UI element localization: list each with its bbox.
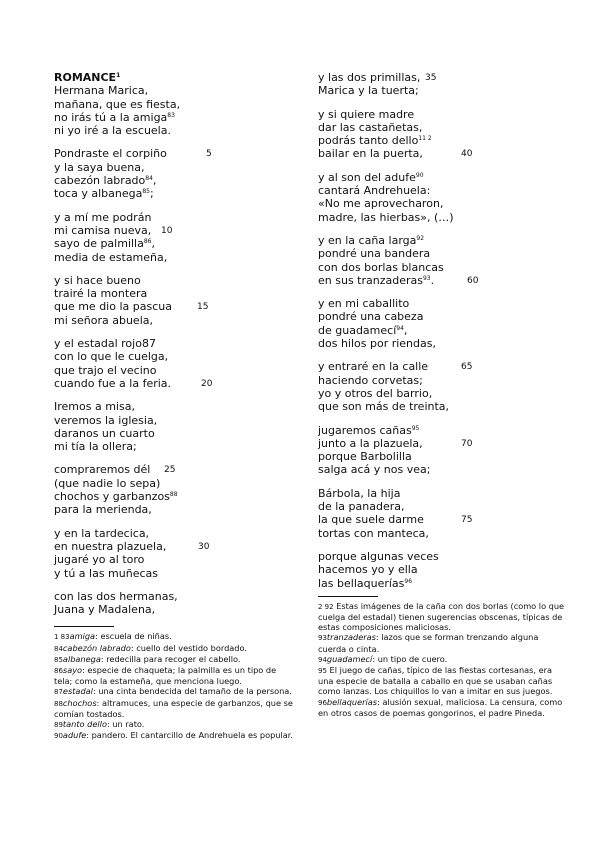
footnote-ref: 85: [142, 188, 150, 196]
verse-text: «No me aprovecharon,: [318, 197, 444, 211]
stanza: [54, 463, 294, 516]
footnote: [318, 601, 568, 633]
verse-line: [54, 350, 294, 363]
verse-text: cuando fue a la feria.: [54, 376, 172, 390]
verse-text: Hermana Marica,: [54, 84, 149, 98]
verse-line: [54, 503, 294, 516]
verse-line: [318, 108, 568, 121]
verse-text: y tú a las muñecas: [54, 566, 158, 580]
stanza: [318, 71, 568, 98]
verse-line: [54, 174, 294, 187]
verse-text: con dos borlas blancas: [318, 260, 444, 274]
verse-line: [318, 337, 568, 350]
footnote-text: : lazos que se forman trenzando alguna cuerda o cinta.: [318, 632, 539, 654]
verse-line: [54, 274, 294, 287]
stanza: [318, 297, 568, 350]
footnote: [54, 665, 294, 686]
verse-line: [54, 477, 294, 490]
line-number: 35: [425, 73, 437, 83]
verse-text: no irás tú a la amiga: [54, 110, 168, 124]
stanza: [54, 84, 294, 137]
verse-line: [318, 400, 568, 413]
footnote-term: tranzaderas: [326, 632, 376, 643]
stanza: [54, 147, 294, 200]
footnote-ref: 95: [411, 424, 420, 432]
stanza: [54, 400, 294, 453]
title-text: ROMANCE: [54, 71, 117, 84]
line-number: 65: [461, 362, 473, 373]
verse-line: [54, 603, 294, 616]
footnote-number: 95: [318, 667, 327, 676]
verse-line: [318, 450, 568, 463]
verse-line: [318, 184, 568, 197]
footnote: [54, 686, 294, 697]
footnote-text: : escuela de niñas.: [95, 631, 172, 642]
verse-text: y las dos primillas,: [318, 71, 421, 84]
verse-text: mi tía la ollera;: [54, 440, 137, 454]
verse-text: que me dio la pascua: [54, 300, 172, 314]
left-column: [54, 71, 294, 741]
verse-text: bailar en la puerta,: [318, 147, 423, 161]
verse-text: y en la caña larga: [318, 233, 417, 247]
verse-text: hacemos yo y ella: [318, 563, 418, 577]
verse-line: [318, 71, 568, 84]
verse-line: [54, 84, 294, 97]
verse-text: pondré una bandera: [318, 247, 431, 261]
footnote-number: 84: [54, 644, 63, 653]
verse-text: en sus tranzaderas: [318, 273, 423, 287]
line-number: 75: [461, 515, 473, 526]
footnote-term: estadal: [62, 686, 93, 697]
verse-line: [54, 364, 294, 377]
footnote-number: 96: [318, 698, 327, 707]
verse-line: [54, 490, 294, 503]
verse-text: toca y albanega: [54, 187, 143, 201]
verse-line: [54, 400, 294, 413]
verse-line: [318, 134, 568, 147]
verse-text: sayo de palmilla: [54, 237, 144, 251]
stanza: [54, 527, 294, 580]
footnote-number: 1 83: [54, 633, 70, 642]
verse-line: [318, 147, 568, 160]
footnote-text: Estas imágenes de la caña con dos borlas (como lo que cuelga del estadal) tienen sugerencias obscenas, típicas de estas composiciones maliciosas.: [318, 600, 565, 633]
footnote-term: albanega: [62, 653, 101, 664]
verse-text: Marica y la tuerta;: [318, 84, 419, 98]
verse-line: [54, 440, 294, 453]
line-number: 5: [206, 149, 212, 160]
verse-text: y al son del adufe: [318, 170, 416, 184]
verse-text: Iremos a misa,: [54, 400, 135, 414]
stanza: [318, 487, 568, 540]
footnote-text: : un rato.: [106, 719, 145, 730]
verse-text: y a mí me podrán: [54, 210, 152, 224]
verse-text: trairé la montera: [54, 287, 148, 301]
footnote-number: 86: [54, 667, 63, 675]
verse-text: mi camisa nueva,: [54, 223, 152, 237]
footnote-number: 94: [318, 655, 327, 664]
verse-line: [54, 124, 294, 137]
verse-text: que son más de treinta,: [318, 400, 450, 414]
verse-line: [318, 437, 568, 450]
verse-text: la que suele darme: [318, 513, 424, 527]
footnote-number: 2 92: [318, 602, 334, 611]
verse-line: [54, 211, 294, 224]
footnote: [318, 654, 568, 665]
verse-text: podrás tanto dello: [318, 134, 419, 148]
line-number: 10: [161, 225, 173, 236]
verse-text: (que nadie lo sepa): [54, 476, 161, 490]
verse-line: [54, 224, 294, 237]
footnote-text: : alusión sexual, maliciosa. La censura, como en otros casos de poemas gongorinos, el padre Pineda.: [318, 696, 563, 718]
verse-line: [54, 287, 294, 300]
verse-text: y si hace bueno: [54, 273, 141, 287]
verse-line: [318, 374, 568, 387]
footnote-term: bellaquerías: [326, 696, 378, 707]
verse-text: cabezón labrado: [54, 174, 146, 188]
stanza: [54, 337, 294, 390]
verse-text: media de estameña,: [54, 250, 168, 264]
verse-text: madre, las hierbas», (…): [318, 210, 454, 224]
verse-text: jugaremos cañas: [318, 423, 412, 437]
verse-text: jugaré yo al toro: [54, 553, 145, 567]
verse-line: [318, 513, 568, 526]
footnote-number: 87: [54, 688, 63, 697]
verse-line: [54, 427, 294, 440]
line-number: 30: [198, 541, 210, 552]
verse-line: [54, 147, 294, 160]
footnote-text: : un tipo de cuero.: [372, 653, 448, 664]
verse-text: y la saya buena,: [54, 160, 145, 174]
verse-text: ni yo iré a la escuela.: [54, 124, 171, 138]
footnote: [54, 719, 294, 730]
verse-text: y el estadal rojo87: [54, 337, 156, 351]
verse-line: [54, 540, 294, 553]
verse-line: [54, 314, 294, 327]
verse-text: cantará Andrehuela:: [318, 184, 431, 198]
right-column: [318, 71, 568, 718]
verse-line: [318, 387, 568, 400]
verse-line: [54, 337, 294, 350]
verse-text: de la panadera,: [318, 500, 405, 514]
verse-text: yo y otros del barrio,: [318, 386, 433, 400]
stanza: [318, 234, 568, 287]
line-number: 20: [201, 378, 213, 389]
verse-text: compraremos dél: [54, 463, 151, 477]
footnote-term: amiga: [69, 631, 96, 642]
verse-text: tortas con manteca,: [318, 526, 429, 540]
verse-text: Bárbola, la hija: [318, 486, 401, 500]
verse-text: que trajo el vecino: [54, 363, 157, 377]
footnote-term: chochos: [62, 697, 97, 708]
verse-line: [54, 414, 294, 427]
right-footnotes: [318, 601, 568, 718]
verse-text: junto a la plazuela,: [318, 436, 423, 450]
verse-line: [318, 463, 568, 476]
verse-line: [318, 360, 568, 373]
verse-line: [54, 567, 294, 580]
verse-line: [318, 234, 568, 247]
footnote-term: sayo: [62, 665, 83, 675]
verse-line: [318, 550, 568, 563]
footnote-number: 88: [54, 699, 63, 708]
verse-line: [318, 211, 568, 224]
footnote: [54, 643, 294, 654]
verse-punct: ,: [152, 174, 157, 188]
footnote-ref: 96: [404, 577, 413, 585]
verse-line: [318, 487, 568, 500]
verse-line: [54, 98, 294, 111]
verse-text: porque algunas veces: [318, 549, 439, 563]
verse-text: pondré una cabeza: [318, 310, 424, 324]
verse-line: [318, 261, 568, 274]
verse-text: Juana y Madalena,: [54, 603, 156, 617]
line-number: 60: [467, 275, 479, 286]
verse-text: haciendo corvetas;: [318, 373, 423, 387]
footnote-ref: 90: [415, 171, 424, 179]
footnote-text: : redecilla para recoger el cabello.: [100, 653, 241, 664]
footnote-term: guadamecí: [326, 653, 373, 664]
footnote-ref: 93: [422, 274, 431, 282]
footnote-rule: [54, 626, 114, 627]
verse-text: para la merienda,: [54, 503, 152, 517]
footnote-ref: 88: [169, 491, 178, 499]
verse-punct: ,: [151, 237, 155, 251]
verse-line: [54, 590, 294, 603]
verse-text: con lo que le cuelga,: [54, 350, 169, 364]
verse-text: de guadamecí: [318, 323, 397, 337]
footnote-term: cabezón labrado: [62, 642, 131, 653]
poem-title: [54, 71, 294, 84]
footnote-text: : cuello del vestido bordado.: [130, 642, 247, 653]
line-number: 70: [461, 438, 473, 449]
right-poem: [318, 71, 568, 590]
footnote-text: El juego de cañas, típico de las fiestas cortesanas, era una especie de batalla a caballo en que se usaban cañas como lanzas. Los chiquillos lo van a imitar en sus juegos.: [318, 665, 553, 697]
verse-line: [54, 553, 294, 566]
line-number: 40: [461, 149, 473, 160]
footnote: [54, 698, 294, 719]
verse-text: y si quiere madre: [318, 107, 415, 121]
stanza: [54, 274, 294, 327]
verse-text: dos hilos por riendas,: [318, 337, 436, 351]
stanza: [318, 424, 568, 477]
verse-line: [318, 500, 568, 513]
footnote-text: : pandero. El cantarcillo de Andrehuela es popular.: [86, 730, 293, 741]
footnote-rule: [318, 596, 378, 597]
verse-text: mañana, que es fiesta,: [54, 97, 181, 111]
footnote-ref: 92: [416, 234, 425, 242]
verse-line: [318, 121, 568, 134]
verse-line: [318, 274, 568, 287]
footnote-ref: 84: [145, 175, 153, 183]
footnote-number: 90: [54, 732, 63, 741]
stanza: [54, 211, 294, 264]
verse-punct: ,: [403, 323, 408, 337]
verse-text: salga acá y nos vea;: [318, 463, 431, 477]
footnote-ref: 94: [396, 324, 404, 332]
footnote-number: 85: [54, 655, 63, 664]
verse-text: con las dos hermanas,: [54, 589, 178, 603]
verse-line: [54, 187, 294, 200]
verse-line: [54, 237, 294, 250]
verse-line: [318, 297, 568, 310]
footnote-number: 93: [318, 634, 327, 643]
verse-text: en nuestra plazuela,: [54, 539, 167, 553]
stanza: [318, 550, 568, 590]
title-footnote-ref: 1: [116, 72, 121, 79]
verse-line: [318, 247, 568, 260]
verse-line: [318, 527, 568, 540]
verse-line: [54, 111, 294, 124]
footnote-ref: 86: [143, 238, 152, 246]
stanza: [318, 360, 568, 413]
footnote: [318, 665, 568, 697]
verse-text: y entraré en la calle: [318, 360, 429, 374]
footnote-term: tanto dello: [62, 719, 107, 730]
footnote-ref: 11 2: [418, 135, 432, 143]
line-number: 15: [197, 302, 209, 313]
footnote: [318, 697, 568, 718]
footnote-ref: 83: [167, 111, 175, 119]
stanza: [54, 590, 294, 617]
verse-text: y en mi caballito: [318, 297, 410, 311]
verse-line: [318, 197, 568, 210]
verse-text: porque Barbolilla: [318, 450, 412, 464]
footnote: [54, 730, 294, 741]
verse-text: mi señora abuela,: [54, 313, 153, 327]
stanza: [318, 171, 568, 224]
footnote: [54, 654, 294, 665]
verse-line: [318, 171, 568, 184]
verse-punct: .: [430, 273, 435, 287]
footnote-text: : una cinta bendecida del tamaño de la persona.: [92, 686, 292, 697]
footnote: [54, 631, 294, 642]
verse-line: [54, 527, 294, 540]
verse-text: daranos un cuarto: [54, 426, 155, 440]
verse-line: [54, 251, 294, 264]
footnote-text: : altramuces, una especie de garbanzos, que se comían tostados.: [54, 697, 293, 719]
footnote-number: 89: [54, 721, 63, 730]
verse-line: [318, 577, 568, 590]
verse-line: [54, 377, 294, 390]
verse-line: [54, 161, 294, 174]
verse-text: Pondraste el corpiño: [54, 147, 167, 161]
verse-line: [318, 84, 568, 97]
left-poem: [54, 84, 294, 616]
verse-text: chochos y garbanzos: [54, 490, 170, 504]
stanza: [318, 108, 568, 161]
line-number: 25: [164, 465, 176, 476]
verse-line: [318, 310, 568, 323]
verse-text: dar las castañetas,: [318, 120, 423, 134]
footnote: [318, 632, 568, 653]
verse-line: [318, 563, 568, 576]
verse-text: las bellaquerías: [318, 576, 405, 590]
verse-line: [54, 463, 294, 476]
footnote-text: : especie de chaqueta; la palmilla es un tipo de tela; como la estameña, que menciona luego.: [54, 665, 277, 687]
verse-text: y en la tardecica,: [54, 526, 150, 540]
verse-punct: ;: [149, 187, 154, 201]
verse-line: [318, 324, 568, 337]
footnote-term: adufe: [62, 730, 87, 741]
left-footnotes: [54, 631, 294, 741]
verse-line: [318, 424, 568, 437]
verse-line: [54, 300, 294, 313]
verse-text: veremos la iglesia,: [54, 413, 158, 427]
